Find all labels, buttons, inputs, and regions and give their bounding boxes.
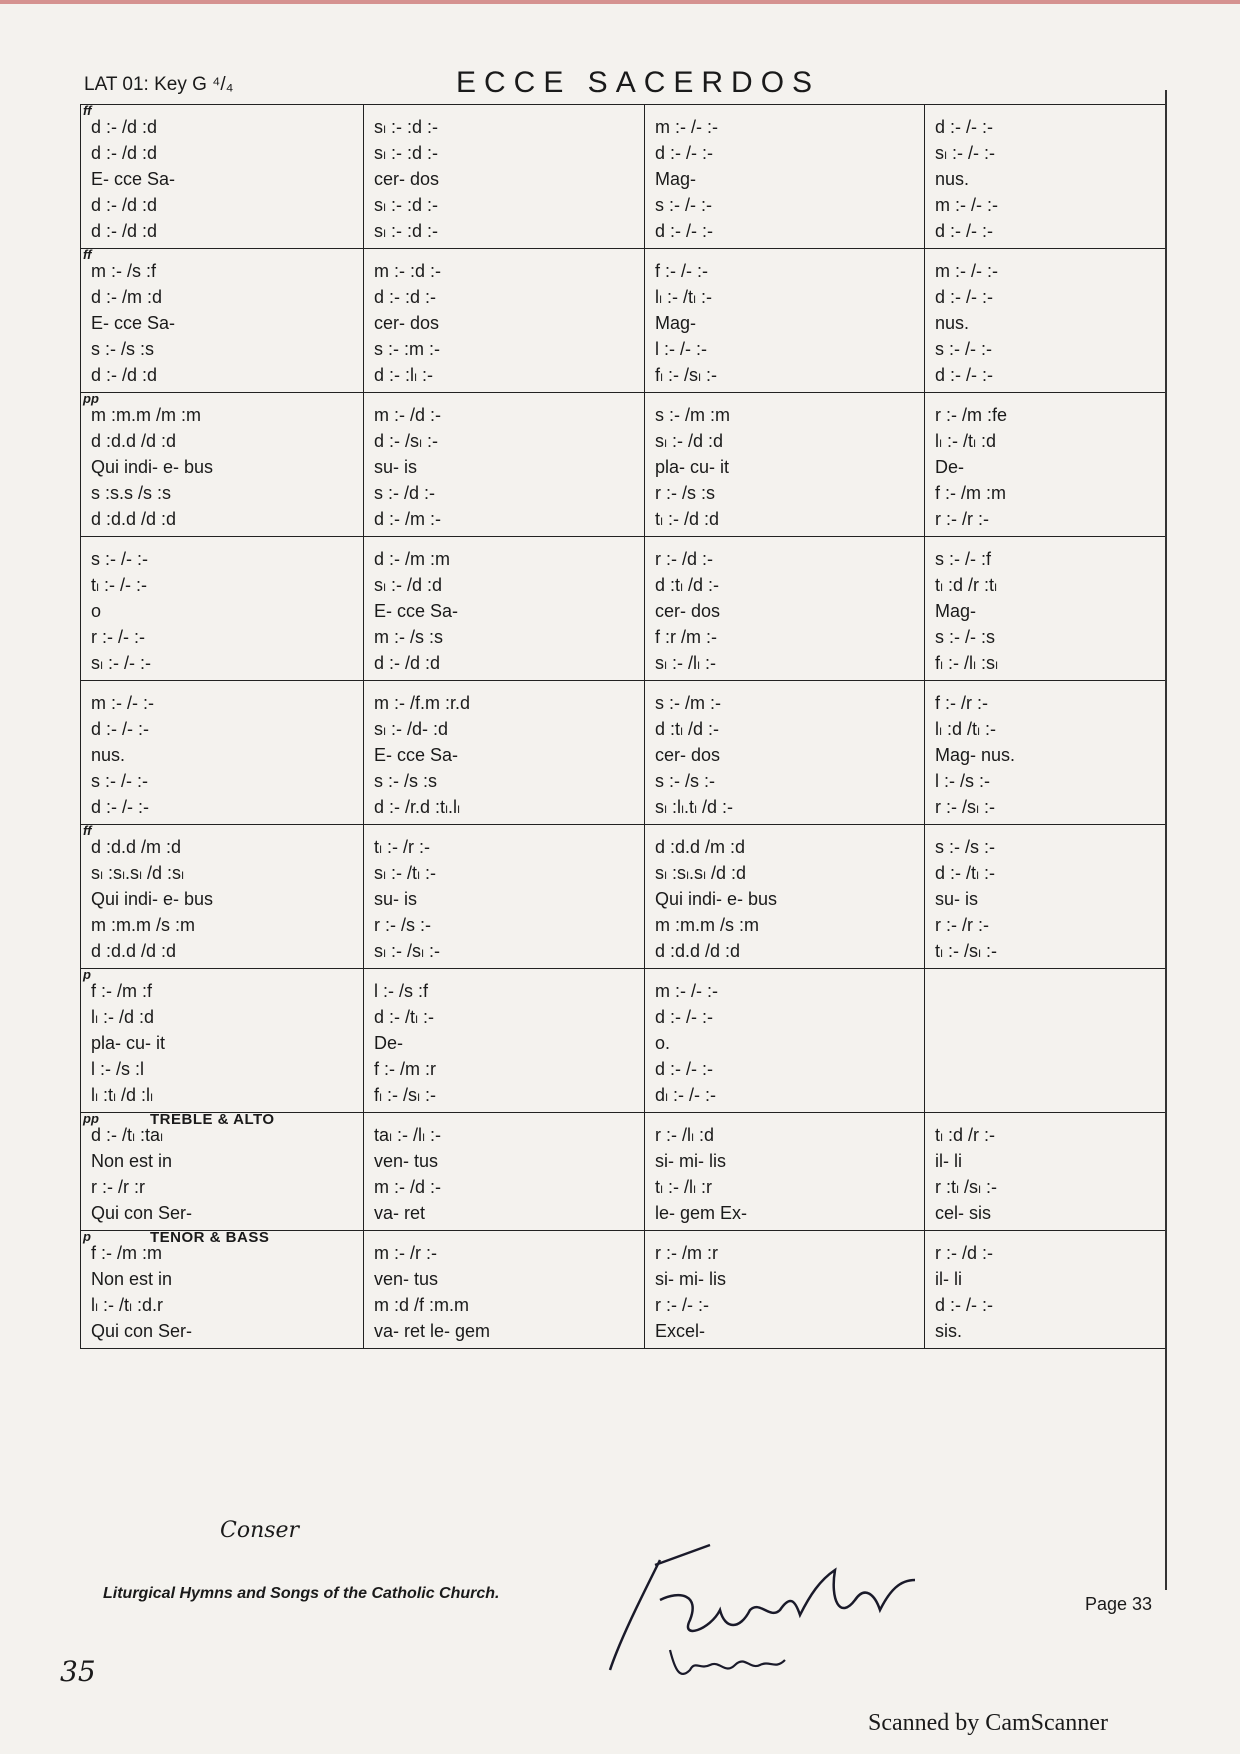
measure-block (924, 969, 1166, 1113)
measure-block (644, 537, 925, 681)
solfa-line: tₗ :d /r :tₗ (935, 575, 997, 595)
solfa-line: su- is (374, 457, 418, 477)
measure-block (924, 105, 1166, 249)
solfa-line: s :- /s :s (374, 771, 437, 791)
solfa-line: s :- /m :- (655, 693, 721, 713)
solfa-line: d :d.d /d :d (655, 941, 741, 961)
measure-block (924, 825, 1166, 969)
solfa-line: m :- /- :- (91, 693, 154, 713)
measure-block (924, 681, 1166, 825)
solfa-line: cer- dos (374, 313, 440, 333)
solfa-line: s :- /m :m (655, 405, 730, 425)
solfa-line: d :d.d /m :d (91, 837, 182, 857)
handwritten-page-number: 35 (60, 1655, 96, 1688)
solfa-line: sₗ :- /d- :d (374, 719, 449, 739)
measure-block (80, 249, 364, 393)
solfa-line: Non est in (91, 1269, 173, 1289)
solfa-line: sis. (935, 1321, 962, 1341)
score-row (80, 824, 1165, 969)
solfa-line: d :- /m :d (91, 287, 163, 307)
solfa-line: cer- dos (655, 745, 721, 765)
score-row (80, 392, 1165, 537)
solfa-line: Mag- (655, 169, 697, 189)
solfa-line: d :- /- :- (935, 1295, 993, 1315)
score-row (80, 1112, 1165, 1231)
solfa-line: Qui indi- e- bus (91, 889, 214, 909)
solfa-line: lₗ :d /tₗ :- (935, 719, 996, 739)
solfa-line: lₗ :- /tₗ :d.r (91, 1295, 163, 1315)
measure-block (644, 825, 925, 969)
solfa-line: d :tₗ /d :- (655, 719, 720, 739)
measure-block (80, 969, 364, 1113)
solfa-line: ven- tus (374, 1269, 439, 1289)
solfa-line: Qui con Ser- (91, 1203, 193, 1223)
solfa-line: m :m.m /s :m (91, 915, 195, 935)
dynamic-mark: pp (83, 1111, 99, 1126)
solfa-line: d :- /d :d (374, 653, 441, 673)
measure-block (80, 105, 364, 249)
dynamic-mark: p (83, 967, 91, 982)
measure-block (363, 1231, 645, 1349)
solfa-line: s :- /s :- (935, 837, 995, 857)
measure-block (924, 1113, 1166, 1231)
solfa-line: De- (935, 457, 965, 477)
solfa-line: s :- /- :- (91, 549, 148, 569)
solfa-line: s :- /- :s (935, 627, 995, 647)
solfa-line: lₗ :- /tₗ :d (935, 431, 996, 451)
measure-block (363, 105, 645, 249)
solfa-line: l :- /s :- (935, 771, 990, 791)
solfa-line: d :d.d /d :d (91, 941, 177, 961)
solfa-line: s :- :m :- (374, 339, 440, 359)
score-row (80, 968, 1165, 1113)
measure-block (80, 681, 364, 825)
solfa-line: d :- /d :d (91, 143, 158, 163)
solfa-line: r :- /s :s (655, 483, 715, 503)
solfa-line: f :- /r :- (935, 693, 988, 713)
solfa-line: Non est in (91, 1151, 173, 1171)
solfa-line: m :- /d :- (374, 405, 441, 425)
dynamic-mark: ff (83, 247, 92, 262)
solfa-line: sₗ :sₗ.sₗ /d :d (655, 863, 746, 883)
solfa-line: Mag- (655, 313, 697, 333)
solfa-line: d :- /- :- (655, 1007, 713, 1027)
solfa-line: d :- /- :- (935, 287, 993, 307)
key-signature: Key G (154, 74, 207, 95)
solfa-line: r :- /m :fe (935, 405, 1007, 425)
dynamic-mark: ff (83, 823, 92, 838)
solfa-line: s :- /- :- (91, 771, 148, 791)
solfa-line: d :- /tₗ :taₗ (91, 1125, 163, 1145)
solfa-line: sₗ :- /sₗ :- (374, 941, 440, 961)
scan-edge-line (0, 0, 1240, 4)
solfa-line: E- cce Sa- (91, 313, 176, 333)
solfa-line: r :- /- :- (91, 627, 145, 647)
solfa-line: sₗ :- :d :- (374, 195, 438, 215)
solfa-line: r :- /r :- (935, 509, 989, 529)
solfa-line: m :- /s :s (374, 627, 443, 647)
measure-block (363, 249, 645, 393)
solfa-line: cer- dos (655, 601, 721, 621)
solfa-line: f :- /- :- (655, 261, 708, 281)
solfa-line: r :- /- :- (655, 1295, 709, 1315)
solfa-line: o (91, 601, 102, 621)
solfa-line: f :- /m :f (91, 981, 152, 1001)
dynamic-mark: pp (83, 391, 99, 406)
solfa-line: le- gem Ex- (655, 1203, 748, 1223)
solfa-line: d :- /- :- (935, 221, 993, 241)
measure-block (644, 681, 925, 825)
solfa-line: va- ret le- gem (374, 1321, 491, 1341)
solfa-line: E- cce Sa- (374, 745, 459, 765)
solfa-line: va- ret (374, 1203, 426, 1223)
solfa-line: s :- /- :- (655, 195, 712, 215)
solfa-line: fₗ :- /sₗ :- (655, 365, 717, 385)
solfa-line: pla- cu- it (91, 1033, 166, 1053)
header-key (84, 74, 233, 96)
solfa-line: d :- /d :d (91, 365, 158, 385)
solfa-line: s :s.s /s :s (91, 483, 172, 503)
solfa-line: dₗ :- /- :- (655, 1085, 716, 1105)
solfa-line: cer- dos (374, 169, 440, 189)
solfa-line: d :d.d /d :d (91, 509, 177, 529)
solfa-line: De- (374, 1033, 404, 1053)
solfa-line: d :- /- :- (91, 719, 149, 739)
score-bottom-rule (80, 1348, 1165, 1349)
solfa-line: tₗ :- /lₗ :r (655, 1177, 712, 1197)
measure-block (363, 537, 645, 681)
solfa-line: m :- /r :- (374, 1243, 437, 1263)
solfa-line: nus. (91, 745, 126, 765)
solfa-line: il- li (935, 1151, 962, 1171)
dynamic-mark: p (83, 1229, 91, 1244)
solfa-line: r :- /sₗ :- (935, 797, 995, 817)
solfa-line: s :- /s :s (91, 339, 154, 359)
solfa-line: tₗ :- /r :- (374, 837, 430, 857)
score-row (80, 1230, 1165, 1349)
solfa-line: l :- /s :l (91, 1059, 144, 1079)
solfa-line: d :- :d :- (374, 287, 437, 307)
solfa-line: d :- /- :- (655, 221, 713, 241)
solfa-line: si- mi- lis (655, 1269, 726, 1289)
solfa-line: nus. (935, 313, 970, 333)
solfa-line: d :- /m :m (374, 549, 450, 569)
solfa-line: E- cce Sa- (374, 601, 459, 621)
solfa-line: r :- /d :- (935, 1243, 993, 1263)
solfa-line: d :- /- :- (935, 365, 993, 385)
solfa-line: r :tₗ /sₗ :- (935, 1177, 997, 1197)
measure-block (363, 1113, 645, 1231)
solfa-line: Excel- (655, 1321, 706, 1341)
solfa-line: d :- /tₗ :- (935, 863, 995, 883)
solfa-line: m :- /f.m :r.d (374, 693, 471, 713)
solfa-line: sₗ :- :d :- (374, 143, 438, 163)
solfa-line: fₗ :- /sₗ :- (374, 1085, 436, 1105)
solfa-line: s :- /- :f (935, 549, 991, 569)
solfa-line: taₗ :- /lₗ :- (374, 1125, 441, 1145)
measure-block (80, 1231, 364, 1349)
handwritten-signature (600, 1540, 930, 1690)
solfa-line: d :- /- :- (655, 1059, 713, 1079)
solfa-line: sₗ :- /d :d (655, 431, 724, 451)
solfa-line: m :m.m /s :m (655, 915, 759, 935)
dynamic-mark: ff (83, 103, 92, 118)
solfa-line: r :- /lₗ :d (655, 1125, 714, 1145)
solfa-line: sₗ :lₗ.tₗ /d :- (655, 797, 733, 817)
measure-block (363, 825, 645, 969)
solfa-line: sₗ :- /d :d (374, 575, 443, 595)
solfa-line: sₗ :- :d :- (374, 221, 438, 241)
hymn-ref: LAT 01: (84, 74, 149, 95)
solfa-line: lₗ :- /tₗ :- (655, 287, 712, 307)
measure-block (924, 393, 1166, 537)
solfa-line: sₗ :- /lₗ :- (655, 653, 716, 673)
page-title: ECCE SACERDOS (456, 66, 821, 99)
solfa-line: m :- /- :- (655, 117, 718, 137)
score-row (80, 536, 1165, 681)
solfa-line: sₗ :- /tₗ :- (374, 863, 436, 883)
solfa-line: r :- /s :- (374, 915, 431, 935)
score-row (80, 248, 1165, 393)
measure-block (924, 537, 1166, 681)
solfa-line: sₗ :- /- :- (91, 653, 151, 673)
measure-block (363, 969, 645, 1113)
solfa-line: Qui indi- e- bus (655, 889, 778, 909)
solfa-line: m :- /- :- (935, 195, 998, 215)
measure-block (644, 969, 925, 1113)
solfa-line: d :- /d :d (91, 195, 158, 215)
measure-block (644, 1113, 925, 1231)
solfa-line: r :- /r :- (935, 915, 989, 935)
measure-block (644, 249, 925, 393)
solfa-line: f :- /m :m (91, 1243, 162, 1263)
measure-block (80, 537, 364, 681)
time-signature: ⁴/₄ (212, 74, 234, 95)
book-title-footer: Liturgical Hymns and Songs of the Catholic Church. (103, 1585, 500, 1602)
solfa-line: tₗ :- /d :d (655, 509, 720, 529)
scanner-watermark: Scanned by CamScanner (868, 1710, 1108, 1736)
measure-block (644, 1231, 925, 1349)
solfa-line: pla- cu- it (655, 457, 730, 477)
solfa-line: s :- /s :- (655, 771, 715, 791)
voice-label: TREBLE & ALTO (150, 1111, 275, 1128)
solfa-line: sₗ :- :d :- (374, 117, 438, 137)
measure-block (644, 393, 925, 537)
solfa-line: f :- /m :r (374, 1059, 436, 1079)
solfa-line: m :- /d :- (374, 1177, 441, 1197)
solfa-line: s :- /- :- (935, 339, 992, 359)
solfa-line: su- is (935, 889, 979, 909)
solfa-line: d :d.d /d :d (91, 431, 177, 451)
measure-block (363, 681, 645, 825)
handwritten-correction: Conser (220, 1518, 300, 1543)
solfa-line: tₗ :- /sₗ :- (935, 941, 997, 961)
solfa-line: o. (655, 1033, 671, 1053)
solfa-line: f :- /m :m (935, 483, 1006, 503)
measure-block (363, 393, 645, 537)
solfa-line: lₗ :- /d :d (91, 1007, 155, 1027)
solfa-line: m :- /- :- (655, 981, 718, 1001)
solfa-line: su- is (374, 889, 418, 909)
solfa-line: d :- /tₗ :- (374, 1007, 434, 1027)
solfa-line: r :- /m :r (655, 1243, 718, 1263)
solfa-line: m :m.m /m :m (91, 405, 201, 425)
solfa-line: s :- /d :- (374, 483, 436, 503)
solfa-line: m :- :d :- (374, 261, 441, 281)
solfa-line: l :- /s :f (374, 981, 428, 1001)
measure-block (644, 105, 925, 249)
page-number: Page 33 (1085, 1594, 1153, 1614)
solfa-line: d :- /d :d (91, 221, 158, 241)
solfa-line: Qui con Ser- (91, 1321, 193, 1341)
solfa-line: r :- /d :- (655, 549, 713, 569)
solfa-line: Mag- (935, 601, 977, 621)
solfa-line: cel- sis (935, 1203, 992, 1223)
score-row (80, 680, 1165, 825)
page-edge-line (1165, 90, 1167, 1590)
solfa-line: Qui indi- e- bus (91, 457, 214, 477)
measure-block (924, 249, 1166, 393)
solfa-line: d :tₗ /d :- (655, 575, 720, 595)
solfa-line: d :- /sₗ :- (374, 431, 438, 451)
voice-label: TENOR & BASS (150, 1229, 270, 1246)
solfa-line: ven- tus (374, 1151, 439, 1171)
solfa-line: m :d /f :m.m (374, 1295, 470, 1315)
solfa-line: m :- /- :- (935, 261, 998, 281)
solfa-line: Mag- nus. (935, 745, 1016, 765)
score-row (80, 104, 1165, 249)
measure-block (80, 393, 364, 537)
measure-block (80, 825, 364, 969)
solfa-line: lₗ :tₗ /d :lₗ (91, 1085, 153, 1105)
solfa-line: d :- :lₗ :- (374, 365, 433, 385)
solfa-line: d :- /r.d :tₗ.lₗ (374, 797, 461, 817)
measure-block (80, 1113, 364, 1231)
solfa-line: d :- /d :d (91, 117, 158, 137)
measure-block (924, 1231, 1166, 1349)
solfa-line: f :r /m :- (655, 627, 717, 647)
solfa-line: l :- /- :- (655, 339, 707, 359)
solfa-line: tₗ :d /r :- (935, 1125, 995, 1145)
solfa-line: fₗ :- /lₗ :sₗ (935, 653, 998, 673)
solfa-line: si- mi- lis (655, 1151, 726, 1171)
solfa-line: r :- /r :r (91, 1177, 145, 1197)
solfa-line: d :- /- :- (91, 797, 149, 817)
solfa-line: d :- /- :- (935, 117, 993, 137)
solfa-line: m :- /s :f (91, 261, 156, 281)
solfa-line: d :- /- :- (655, 143, 713, 163)
solfa-line: d :- /m :- (374, 509, 441, 529)
solfa-line: tₗ :- /- :- (91, 575, 147, 595)
solfa-line: il- li (935, 1269, 962, 1289)
solfa-line: E- cce Sa- (91, 169, 176, 189)
solfa-line: sₗ :sₗ.sₗ /d :sₗ (91, 863, 184, 883)
solfa-line: sₗ :- /- :- (935, 143, 995, 163)
solfa-line: nus. (935, 169, 970, 189)
solfa-line: d :d.d /m :d (655, 837, 746, 857)
